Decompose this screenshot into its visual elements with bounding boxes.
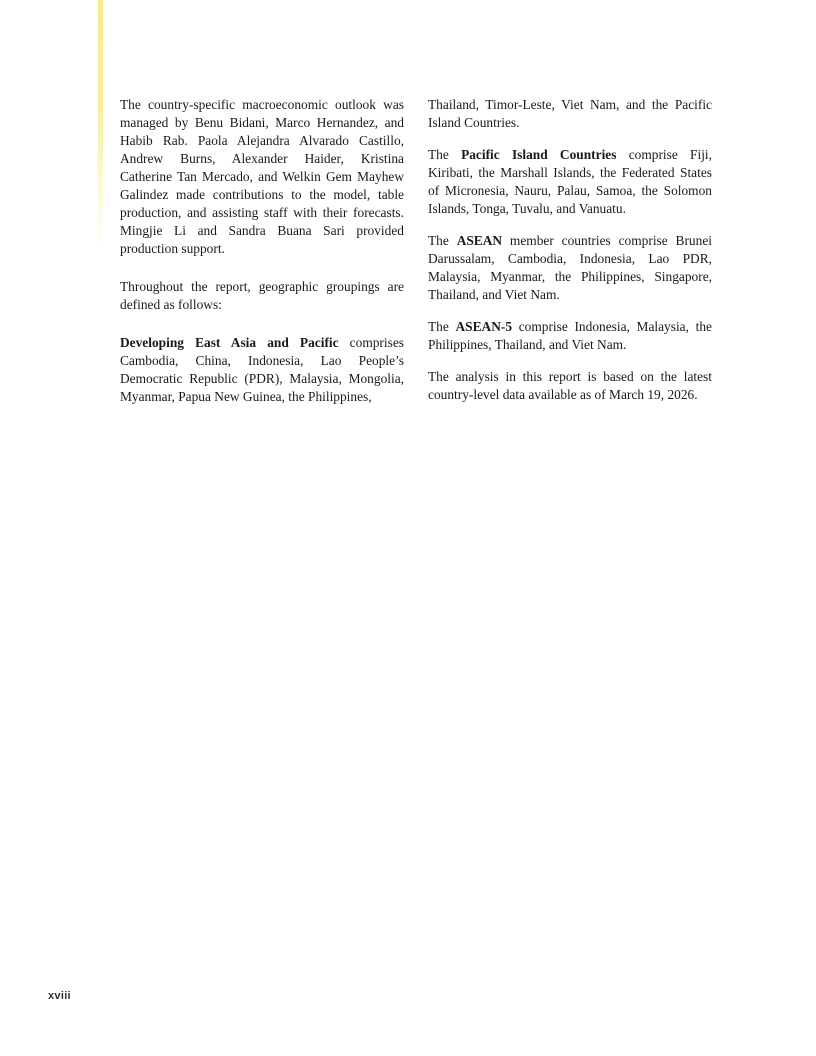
- asean-text: member countries comprise Brunei Darussalam, Cambodia, Indonesia, Lao PDR, Malaysia, Myanmar, the Philippines, Singapore, Thailand, and Viet Nam.: [428, 233, 712, 302]
- credits-paragraph: The country-specific macroeconomic outlook was managed by Benu Bidani, Marco Hernandez, and Habib Rab. Paola Alejandra Alvarado Castillo, Andrew Burns, Alexander Haider, Kristina Catherine Tan Mercado, and Welkin Gem Mayhew Galindez made contributions to the model, table production, and assisting staff with their forecasts. Mingjie Li and Sandra Buana Sari provided production support.: [120, 97, 404, 256]
- asean5-text: comprise Indonesia, Malaysia, the Philippines, Thailand, and Viet Nam.: [428, 319, 713, 352]
- asean-lead: The: [428, 233, 457, 248]
- left-text-column: [120, 96, 404, 420]
- right-text-column: [428, 96, 712, 418]
- asean5-term: ASEAN-5: [455, 319, 513, 334]
- page-number: xviii: [48, 990, 71, 1002]
- pacific-islands-term: Pacific Island Countries: [461, 147, 617, 162]
- developing-east-asia-paragraph: [120, 334, 404, 406]
- developing-east-asia-term: Developing East Asia and Pacific: [120, 335, 339, 350]
- developing-east-asia-text: comprises Cambodia, China, Indonesia, Lao People’s Democratic Republic (PDR), Malaysia, Mongolia, Myanmar, Papua New Guinea, the Philippines,: [120, 335, 404, 404]
- asean-paragraph: [428, 232, 712, 304]
- asean5-lead: The: [428, 319, 456, 334]
- groupings-intro-paragraph: Throughout the report, geographic groupings are defined as follows:: [120, 279, 404, 312]
- asean-term: ASEAN: [456, 233, 503, 248]
- data-cutoff-paragraph: The analysis in this report is based on the latest country-level data available as of March 19, 2026.: [428, 369, 712, 402]
- decorative-accent-stripe: [98, 0, 103, 250]
- continuation-paragraph: Thailand, Timor-Leste, Viet Nam, and the Pacific Island Countries.: [428, 97, 712, 130]
- asean5-paragraph: [428, 318, 712, 354]
- pacific-islands-paragraph: [428, 146, 712, 218]
- pacific-islands-text: comprise Fiji, Kiribati, the Marshall Islands, the Federated States of Micronesia, Nauru, Palau, Samoa, the Solomon Islands, Tonga, Tuvalu, and Vanuatu.: [428, 147, 712, 216]
- pacific-islands-lead: The: [428, 147, 462, 162]
